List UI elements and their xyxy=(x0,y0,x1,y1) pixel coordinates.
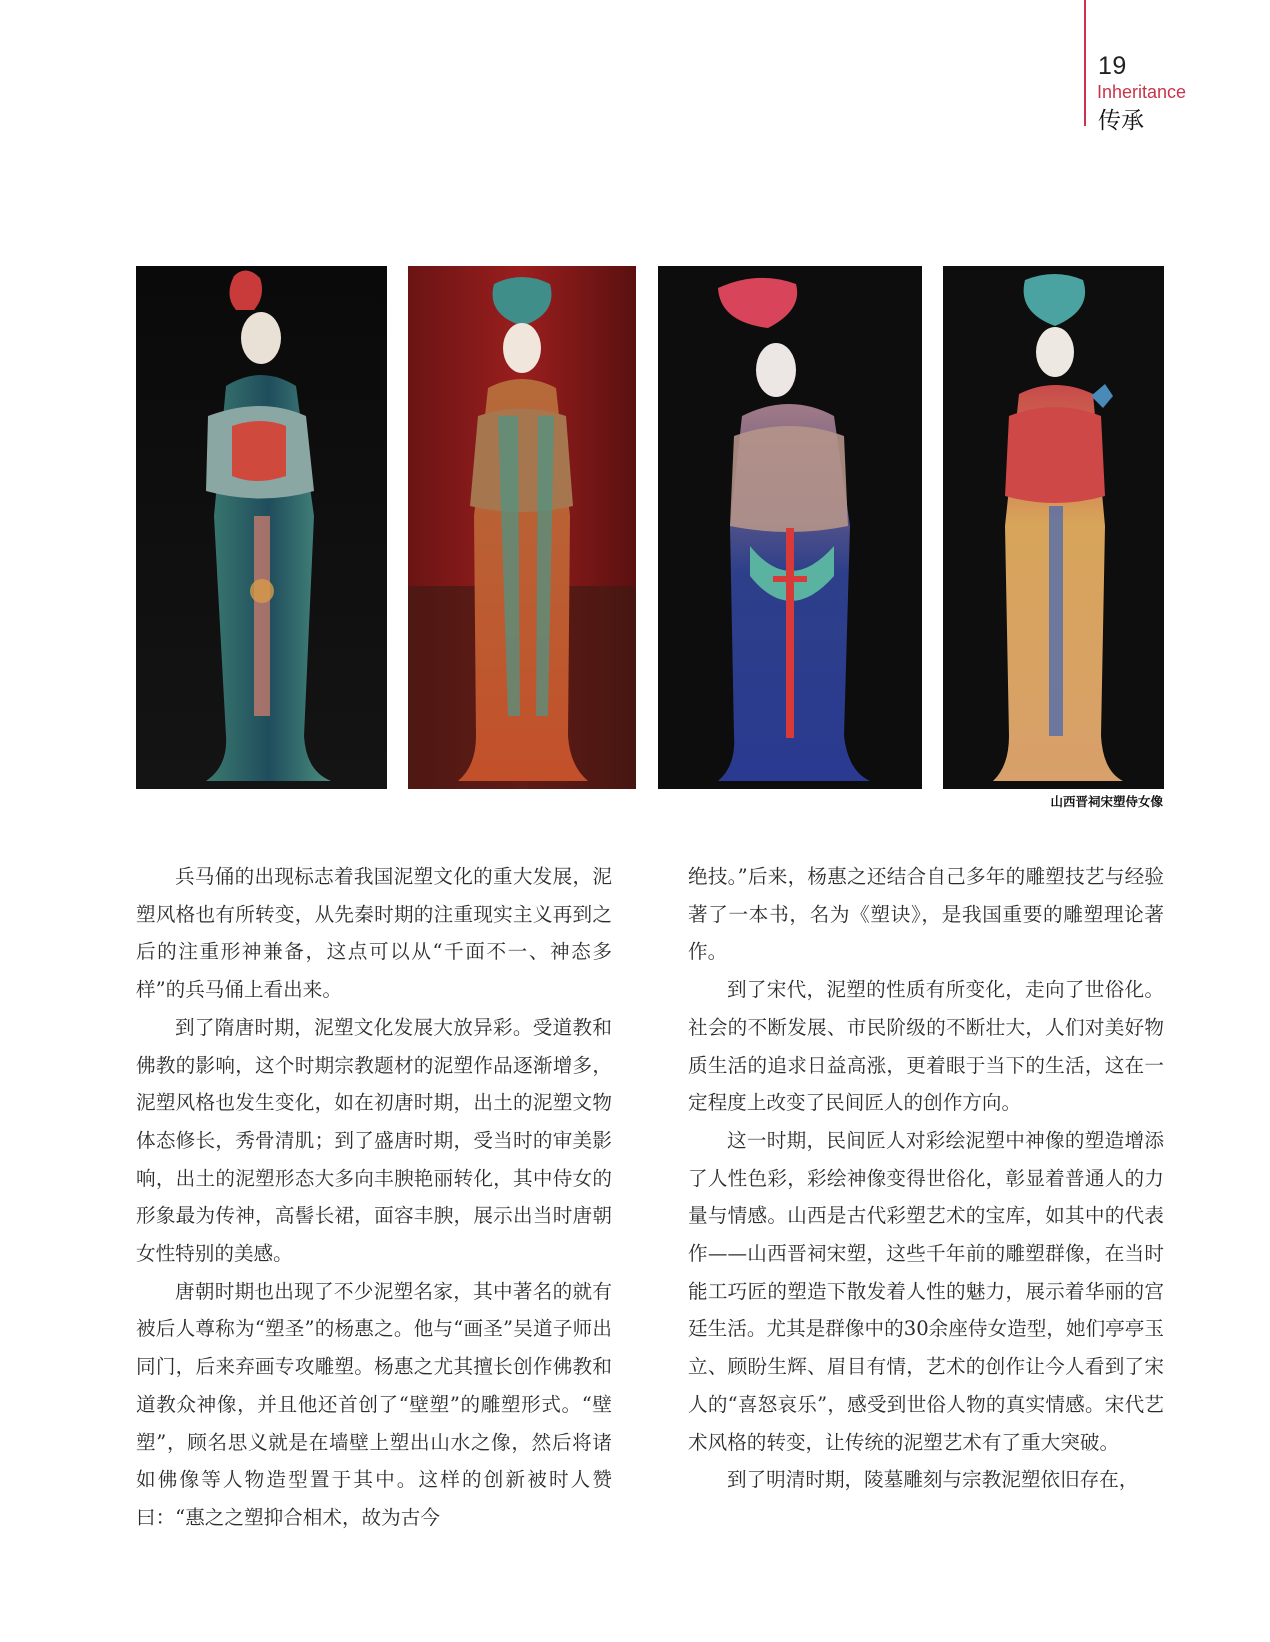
article-column-left xyxy=(136,858,612,1537)
statue-photo-4 xyxy=(943,266,1164,789)
page-number: 19 xyxy=(1098,52,1127,80)
paragraph-continued: 绝技。”后来，杨惠之还结合自己多年的雕塑技艺与经验著了一本书，名为《塑诀》，是我国重要的雕塑理论著作。 xyxy=(688,865,1164,964)
header-divider xyxy=(1084,0,1086,126)
paragraph: 唐朝时期也出现了不少泥塑名家，其中著名的就有被后人尊称为“塑圣”的杨惠之。他与“画圣”吴道子师出同门，后来弃画专攻雕塑。杨惠之尤其擅长创作佛教和道教众神像，并且他还首创了“壁塑”的雕塑形式。“壁塑”，顾名思义就是在墙壁上塑出山水之像，然后将诸如佛像等人物造型置于其中。这样的创新被时人赞曰：“惠之之塑抑合相术，故为古今 xyxy=(136,1279,612,1529)
section-title-english: Inheritance xyxy=(1097,82,1187,102)
statue-photo-2 xyxy=(408,266,636,789)
paragraph: 到了明清时期，陵墓雕刻与宗教泥塑依旧存在， xyxy=(727,1468,1139,1492)
paragraph: 到了宋代，泥塑的性质有所变化，走向了世俗化。社会的不断发展、市民阶级的不断壮大，人们对美好物质生活的追求日益高涨，更着眼于当下的生活，这在一定程度上改变了民间匠人的创作方向。 xyxy=(688,978,1164,1115)
figure-caption: 山西晋祠宋塑侍女像 xyxy=(1050,794,1163,809)
section-title-chinese: 传承 xyxy=(1098,108,1144,134)
paragraph: 这一时期，民间匠人对彩绘泥塑中神像的塑造增添了人性色彩，彩绘神像变得世俗化，彰显着普通人的力量与情感。山西是古代彩塑艺术的宝库，如其中的代表作——山西晋祠宋塑，这些千年前的雕塑群像，在当时能工巧匠的塑造下散发着人性的魅力，展示着华丽的宫廷生活。尤其是群像中的30余座侍女造型，她们亭亭玉立、顾盼生辉、眉目有情，艺术的创作让今人看到了宋人的“喜怒哀乐”，感受到世俗人物的真实情感。宋代艺术风格的转变，让传统的泥塑艺术有了重大突破。 xyxy=(688,1128,1164,1454)
paragraph: 兵马俑的出现标志着我国泥塑文化的重大发展，泥塑风格也有所转变，从先秦时期的注重现实主义再到之后的注重形神兼备，这点可以从“千面不一、神态多样”的兵马俑上看出来。 xyxy=(136,865,612,1002)
paragraph: 到了隋唐时期，泥塑文化发展大放异彩。受道教和佛教的影响，这个时期宗教题材的泥塑作品逐渐增多，泥塑风格也发生变化，如在初唐时期，出土的泥塑文物体态修长，秀骨清肌；到了盛唐时期，受当时的审美影响，出土的泥塑形态大多向丰腴艳丽转化，其中侍女的形象最为传神，高髻长裙，面容丰腴，展示出当时唐朝女性特别的美感。 xyxy=(136,1015,612,1266)
statue-photo-1 xyxy=(136,266,387,789)
article-column-right xyxy=(688,858,1164,1499)
statue-photo-3 xyxy=(658,266,922,789)
